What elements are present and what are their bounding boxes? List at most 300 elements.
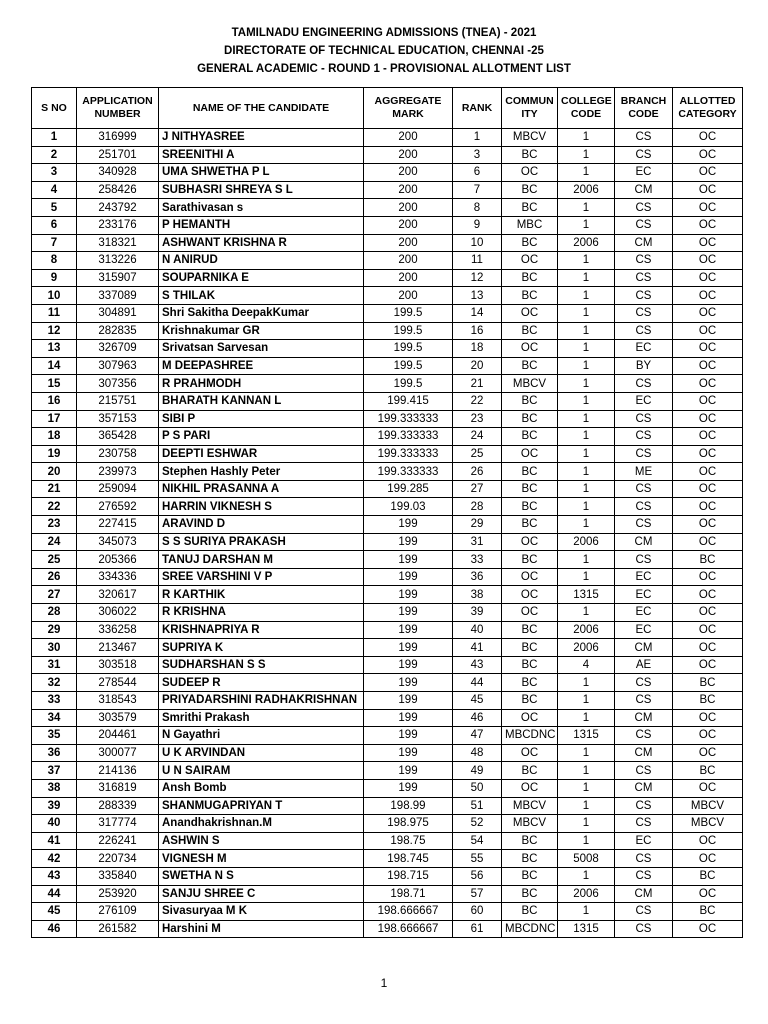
- cell-aggregate-mark: 198.975: [364, 815, 453, 833]
- col-allotted-category: ALLOTTED CATEGORY: [673, 88, 743, 129]
- cell-college-code: 1: [558, 815, 615, 833]
- cell-college-code: 1: [558, 516, 615, 534]
- cell-allotted-category: OC: [673, 498, 743, 516]
- cell-aggregate-mark: 199: [364, 533, 453, 551]
- cell-rank: 28: [453, 498, 502, 516]
- cell-candidate-name: TANUJ DARSHAN M: [159, 551, 364, 569]
- cell-rank: 46: [453, 709, 502, 727]
- cell-aggregate-mark: 199: [364, 586, 453, 604]
- cell-community: OC: [502, 445, 558, 463]
- cell-allotted-category: OC: [673, 129, 743, 147]
- cell-branch-code: CS: [615, 797, 673, 815]
- cell-college-code: 1: [558, 375, 615, 393]
- cell-branch-code: CM: [615, 709, 673, 727]
- cell-branch-code: CS: [615, 445, 673, 463]
- table-row: [32, 744, 743, 762]
- table-row: [32, 129, 743, 147]
- cell-allotted-category: OC: [673, 463, 743, 481]
- cell-candidate-name: Shri Sakitha DeepakKumar: [159, 304, 364, 322]
- cell-application-number: 335840: [77, 867, 159, 885]
- cell-sno: 15: [32, 375, 77, 393]
- cell-sno: 13: [32, 340, 77, 358]
- cell-sno: 42: [32, 850, 77, 868]
- cell-community: BC: [502, 692, 558, 710]
- cell-branch-code: EC: [615, 340, 673, 358]
- table-row: [32, 709, 743, 727]
- cell-sno: 39: [32, 797, 77, 815]
- cell-community: BC: [502, 867, 558, 885]
- cell-application-number: 317774: [77, 815, 159, 833]
- cell-sno: 7: [32, 234, 77, 252]
- cell-application-number: 230758: [77, 445, 159, 463]
- cell-allotted-category: OC: [673, 216, 743, 234]
- cell-application-number: 320617: [77, 586, 159, 604]
- cell-candidate-name: ARAVIND D: [159, 516, 364, 534]
- cell-rank: 23: [453, 410, 502, 428]
- cell-rank: 14: [453, 304, 502, 322]
- cell-application-number: 316819: [77, 779, 159, 797]
- cell-allotted-category: OC: [673, 445, 743, 463]
- cell-college-code: 1: [558, 709, 615, 727]
- cell-sno: 36: [32, 744, 77, 762]
- cell-rank: 3: [453, 146, 502, 164]
- cell-college-code: 1: [558, 357, 615, 375]
- table-row: [32, 867, 743, 885]
- cell-college-code: 1: [558, 146, 615, 164]
- cell-aggregate-mark: 200: [364, 216, 453, 234]
- cell-allotted-category: MBCV: [673, 815, 743, 833]
- cell-college-code: 1: [558, 744, 615, 762]
- cell-allotted-category: OC: [673, 586, 743, 604]
- col-branch-code: BRANCH CODE: [615, 88, 673, 129]
- cell-application-number: 300077: [77, 744, 159, 762]
- col-rank: RANK: [453, 88, 502, 129]
- cell-college-code: 2006: [558, 639, 615, 657]
- cell-branch-code: EC: [615, 621, 673, 639]
- cell-community: BC: [502, 551, 558, 569]
- cell-aggregate-mark: 199.5: [364, 357, 453, 375]
- table-body: [32, 129, 743, 938]
- cell-sno: 22: [32, 498, 77, 516]
- col-aggregate-mark: AGGREGATE MARK: [364, 88, 453, 129]
- cell-candidate-name: Sarathivasan s: [159, 199, 364, 217]
- cell-college-code: 1: [558, 322, 615, 340]
- cell-application-number: 313226: [77, 252, 159, 270]
- table-row: [32, 850, 743, 868]
- cell-aggregate-mark: 199.333333: [364, 410, 453, 428]
- cell-allotted-category: OC: [673, 832, 743, 850]
- cell-allotted-category: OC: [673, 604, 743, 622]
- cell-allotted-category: OC: [673, 392, 743, 410]
- cell-community: BC: [502, 392, 558, 410]
- cell-aggregate-mark: 199.5: [364, 304, 453, 322]
- cell-candidate-name: P HEMANTH: [159, 216, 364, 234]
- cell-application-number: 307963: [77, 357, 159, 375]
- cell-aggregate-mark: 199.333333: [364, 428, 453, 446]
- cell-application-number: 304891: [77, 304, 159, 322]
- cell-aggregate-mark: 199.285: [364, 480, 453, 498]
- cell-rank: 1: [453, 129, 502, 147]
- cell-aggregate-mark: 199: [364, 516, 453, 534]
- cell-branch-code: CS: [615, 375, 673, 393]
- table-row: [32, 164, 743, 182]
- cell-rank: 16: [453, 322, 502, 340]
- cell-candidate-name: HARRIN VIKNESH S: [159, 498, 364, 516]
- table-row: [32, 797, 743, 815]
- cell-college-code: 1315: [558, 920, 615, 938]
- cell-application-number: 340928: [77, 164, 159, 182]
- cell-branch-code: CS: [615, 428, 673, 446]
- cell-aggregate-mark: 199: [364, 744, 453, 762]
- table-row: [32, 604, 743, 622]
- cell-community: BC: [502, 287, 558, 305]
- col-college-code: COLLEGE CODE: [558, 88, 615, 129]
- table-row: [32, 445, 743, 463]
- cell-sno: 16: [32, 392, 77, 410]
- col-candidate-name: NAME OF THE CANDIDATE: [159, 88, 364, 129]
- cell-allotted-category: OC: [673, 621, 743, 639]
- cell-community: OC: [502, 779, 558, 797]
- cell-branch-code: CS: [615, 867, 673, 885]
- cell-application-number: 276109: [77, 903, 159, 921]
- cell-application-number: 253920: [77, 885, 159, 903]
- cell-college-code: 1: [558, 674, 615, 692]
- table-row: [32, 463, 743, 481]
- table-row: [32, 199, 743, 217]
- cell-rank: 7: [453, 181, 502, 199]
- cell-allotted-category: BC: [673, 762, 743, 780]
- table-row: [32, 533, 743, 551]
- cell-application-number: 213467: [77, 639, 159, 657]
- cell-application-number: 282835: [77, 322, 159, 340]
- cell-rank: 26: [453, 463, 502, 481]
- cell-rank: 45: [453, 692, 502, 710]
- cell-allotted-category: OC: [673, 709, 743, 727]
- cell-aggregate-mark: 199.03: [364, 498, 453, 516]
- cell-community: BC: [502, 480, 558, 498]
- cell-sno: 28: [32, 604, 77, 622]
- cell-community: BC: [502, 903, 558, 921]
- cell-application-number: 315907: [77, 269, 159, 287]
- cell-sno: 17: [32, 410, 77, 428]
- cell-branch-code: CS: [615, 727, 673, 745]
- cell-aggregate-mark: 198.75: [364, 832, 453, 850]
- cell-sno: 2: [32, 146, 77, 164]
- cell-allotted-category: OC: [673, 340, 743, 358]
- cell-aggregate-mark: 199: [364, 779, 453, 797]
- cell-candidate-name: Krishnakumar GR: [159, 322, 364, 340]
- cell-college-code: 2006: [558, 885, 615, 903]
- cell-allotted-category: OC: [673, 181, 743, 199]
- cell-application-number: 243792: [77, 199, 159, 217]
- table-row: [32, 216, 743, 234]
- cell-college-code: 1: [558, 252, 615, 270]
- cell-aggregate-mark: 199.5: [364, 322, 453, 340]
- cell-college-code: 1315: [558, 586, 615, 604]
- cell-application-number: 214136: [77, 762, 159, 780]
- cell-branch-code: CS: [615, 850, 673, 868]
- cell-college-code: 1: [558, 779, 615, 797]
- cell-college-code: 1: [558, 463, 615, 481]
- cell-application-number: 276592: [77, 498, 159, 516]
- cell-community: OC: [502, 533, 558, 551]
- cell-aggregate-mark: 199.5: [364, 375, 453, 393]
- cell-community: BC: [502, 357, 558, 375]
- cell-aggregate-mark: 199.415: [364, 392, 453, 410]
- cell-aggregate-mark: 200: [364, 287, 453, 305]
- cell-community: OC: [502, 304, 558, 322]
- cell-sno: 30: [32, 639, 77, 657]
- cell-college-code: 1: [558, 445, 615, 463]
- cell-sno: 44: [32, 885, 77, 903]
- cell-branch-code: CS: [615, 692, 673, 710]
- cell-rank: 13: [453, 287, 502, 305]
- cell-candidate-name: BHARATH KANNAN L: [159, 392, 364, 410]
- table-row: [32, 551, 743, 569]
- cell-aggregate-mark: 199: [364, 639, 453, 657]
- cell-allotted-category: OC: [673, 568, 743, 586]
- table-row: [32, 832, 743, 850]
- cell-college-code: 1: [558, 287, 615, 305]
- cell-branch-code: CS: [615, 304, 673, 322]
- cell-candidate-name: DEEPTI ESHWAR: [159, 445, 364, 463]
- cell-community: OC: [502, 709, 558, 727]
- cell-rank: 33: [453, 551, 502, 569]
- cell-aggregate-mark: 198.745: [364, 850, 453, 868]
- cell-aggregate-mark: 199: [364, 692, 453, 710]
- cell-allotted-category: OC: [673, 252, 743, 270]
- cell-rank: 54: [453, 832, 502, 850]
- cell-branch-code: CS: [615, 498, 673, 516]
- cell-application-number: 278544: [77, 674, 159, 692]
- cell-rank: 47: [453, 727, 502, 745]
- cell-allotted-category: OC: [673, 199, 743, 217]
- cell-rank: 20: [453, 357, 502, 375]
- cell-branch-code: CS: [615, 322, 673, 340]
- cell-community: OC: [502, 744, 558, 762]
- cell-sno: 14: [32, 357, 77, 375]
- cell-candidate-name: Srivatsan Sarvesan: [159, 340, 364, 358]
- cell-candidate-name: SUDHARSHAN S S: [159, 656, 364, 674]
- cell-branch-code: CM: [615, 181, 673, 199]
- cell-sno: 19: [32, 445, 77, 463]
- cell-application-number: 365428: [77, 428, 159, 446]
- cell-community: BC: [502, 850, 558, 868]
- cell-sno: 11: [32, 304, 77, 322]
- cell-candidate-name: S THILAK: [159, 287, 364, 305]
- cell-application-number: 357153: [77, 410, 159, 428]
- cell-sno: 38: [32, 779, 77, 797]
- table-row: [32, 357, 743, 375]
- cell-candidate-name: NIKHIL PRASANNA A: [159, 480, 364, 498]
- cell-candidate-name: Sivasuryaa M K: [159, 903, 364, 921]
- cell-allotted-category: OC: [673, 744, 743, 762]
- cell-branch-code: CM: [615, 744, 673, 762]
- cell-rank: 41: [453, 639, 502, 657]
- table-row: [32, 392, 743, 410]
- cell-branch-code: CS: [615, 551, 673, 569]
- cell-community: OC: [502, 604, 558, 622]
- cell-branch-code: EC: [615, 164, 673, 182]
- cell-community: OC: [502, 252, 558, 270]
- cell-candidate-name: N ANIRUD: [159, 252, 364, 270]
- cell-allotted-category: OC: [673, 656, 743, 674]
- cell-branch-code: EC: [615, 604, 673, 622]
- cell-aggregate-mark: 199: [364, 551, 453, 569]
- table-row: [32, 304, 743, 322]
- cell-sno: 43: [32, 867, 77, 885]
- cell-application-number: 316999: [77, 129, 159, 147]
- cell-aggregate-mark: 199: [364, 727, 453, 745]
- cell-allotted-category: OC: [673, 639, 743, 657]
- cell-college-code: 1: [558, 498, 615, 516]
- cell-aggregate-mark: 198.71: [364, 885, 453, 903]
- cell-community: BC: [502, 146, 558, 164]
- cell-community: BC: [502, 639, 558, 657]
- cell-rank: 61: [453, 920, 502, 938]
- cell-rank: 21: [453, 375, 502, 393]
- cell-allotted-category: OC: [673, 920, 743, 938]
- cell-sno: 37: [32, 762, 77, 780]
- cell-allotted-category: OC: [673, 146, 743, 164]
- cell-rank: 8: [453, 199, 502, 217]
- cell-candidate-name: SWETHA N S: [159, 867, 364, 885]
- table-row: [32, 639, 743, 657]
- col-community: COMMUN ITY: [502, 88, 558, 129]
- cell-rank: 25: [453, 445, 502, 463]
- cell-application-number: 337089: [77, 287, 159, 305]
- table-row: [32, 269, 743, 287]
- cell-sno: 34: [32, 709, 77, 727]
- cell-branch-code: CS: [615, 920, 673, 938]
- cell-application-number: 336258: [77, 621, 159, 639]
- cell-allotted-category: BC: [673, 551, 743, 569]
- cell-aggregate-mark: 199: [364, 656, 453, 674]
- cell-allotted-category: BC: [673, 692, 743, 710]
- cell-college-code: 1: [558, 797, 615, 815]
- cell-allotted-category: OC: [673, 850, 743, 868]
- cell-rank: 50: [453, 779, 502, 797]
- cell-sno: 8: [32, 252, 77, 270]
- cell-community: OC: [502, 164, 558, 182]
- cell-branch-code: CS: [615, 269, 673, 287]
- page-number: 1: [380, 976, 388, 990]
- cell-college-code: 1: [558, 216, 615, 234]
- cell-community: MBCV: [502, 815, 558, 833]
- cell-candidate-name: KRISHNAPRIYA R: [159, 621, 364, 639]
- cell-application-number: 334336: [77, 568, 159, 586]
- cell-branch-code: CM: [615, 234, 673, 252]
- cell-community: MBCV: [502, 797, 558, 815]
- cell-application-number: 345073: [77, 533, 159, 551]
- cell-community: BC: [502, 832, 558, 850]
- cell-application-number: 318543: [77, 692, 159, 710]
- cell-sno: 27: [32, 586, 77, 604]
- cell-college-code: 2006: [558, 234, 615, 252]
- cell-candidate-name: SUDEEP R: [159, 674, 364, 692]
- cell-candidate-name: Anandhakrishnan.M: [159, 815, 364, 833]
- cell-candidate-name: R KARTHIK: [159, 586, 364, 604]
- cell-candidate-name: J NITHYASREE: [159, 129, 364, 147]
- cell-community: MBCV: [502, 129, 558, 147]
- cell-application-number: 233176: [77, 216, 159, 234]
- cell-candidate-name: M DEEPASHREE: [159, 357, 364, 375]
- cell-rank: 57: [453, 885, 502, 903]
- cell-allotted-category: OC: [673, 357, 743, 375]
- cell-community: BC: [502, 656, 558, 674]
- cell-candidate-name: PRIYADARSHINI RADHAKRISHNAN: [159, 692, 364, 710]
- cell-sno: 3: [32, 164, 77, 182]
- cell-college-code: 1: [558, 304, 615, 322]
- table-header-row: [32, 88, 743, 129]
- cell-rank: 6: [453, 164, 502, 182]
- table-row: [32, 340, 743, 358]
- cell-application-number: 205366: [77, 551, 159, 569]
- header-directorate: DIRECTORATE OF TECHNICAL EDUCATION, CHENNAI -25: [224, 45, 544, 57]
- cell-college-code: 1: [558, 832, 615, 850]
- cell-allotted-category: OC: [673, 516, 743, 534]
- cell-college-code: 2006: [558, 181, 615, 199]
- cell-application-number: 215751: [77, 392, 159, 410]
- cell-branch-code: CS: [615, 674, 673, 692]
- cell-college-code: 1: [558, 568, 615, 586]
- cell-community: BC: [502, 410, 558, 428]
- cell-branch-code: BY: [615, 357, 673, 375]
- cell-aggregate-mark: 200: [364, 146, 453, 164]
- cell-college-code: 1: [558, 692, 615, 710]
- table-row: [32, 252, 743, 270]
- cell-rank: 52: [453, 815, 502, 833]
- cell-application-number: 220734: [77, 850, 159, 868]
- cell-aggregate-mark: 199: [364, 604, 453, 622]
- cell-allotted-category: OC: [673, 164, 743, 182]
- table-row: [32, 375, 743, 393]
- cell-application-number: 226241: [77, 832, 159, 850]
- header-list-title: GENERAL ACADEMIC - ROUND 1 - PROVISIONAL ALLOTMENT LIST: [197, 63, 571, 75]
- cell-rank: 40: [453, 621, 502, 639]
- cell-branch-code: CS: [615, 410, 673, 428]
- cell-branch-code: CS: [615, 762, 673, 780]
- cell-rank: 27: [453, 480, 502, 498]
- cell-aggregate-mark: 199: [364, 709, 453, 727]
- cell-application-number: 239973: [77, 463, 159, 481]
- cell-branch-code: CS: [615, 815, 673, 833]
- cell-candidate-name: Stephen Hashly Peter: [159, 463, 364, 481]
- table-row: [32, 727, 743, 745]
- cell-allotted-category: OC: [673, 885, 743, 903]
- table-row: [32, 692, 743, 710]
- cell-college-code: 1: [558, 269, 615, 287]
- cell-community: BC: [502, 181, 558, 199]
- cell-sno: 31: [32, 656, 77, 674]
- cell-sno: 46: [32, 920, 77, 938]
- table-row: [32, 621, 743, 639]
- cell-rank: 56: [453, 867, 502, 885]
- col-application-number: APPLICATION NUMBER: [77, 88, 159, 129]
- cell-rank: 36: [453, 568, 502, 586]
- table-row: [32, 885, 743, 903]
- cell-aggregate-mark: 200: [364, 164, 453, 182]
- cell-community: BC: [502, 463, 558, 481]
- cell-branch-code: EC: [615, 392, 673, 410]
- cell-aggregate-mark: 198.666667: [364, 920, 453, 938]
- cell-college-code: 1: [558, 480, 615, 498]
- cell-sno: 33: [32, 692, 77, 710]
- cell-branch-code: EC: [615, 832, 673, 850]
- cell-application-number: 318321: [77, 234, 159, 252]
- cell-branch-code: CM: [615, 885, 673, 903]
- cell-college-code: 1315: [558, 727, 615, 745]
